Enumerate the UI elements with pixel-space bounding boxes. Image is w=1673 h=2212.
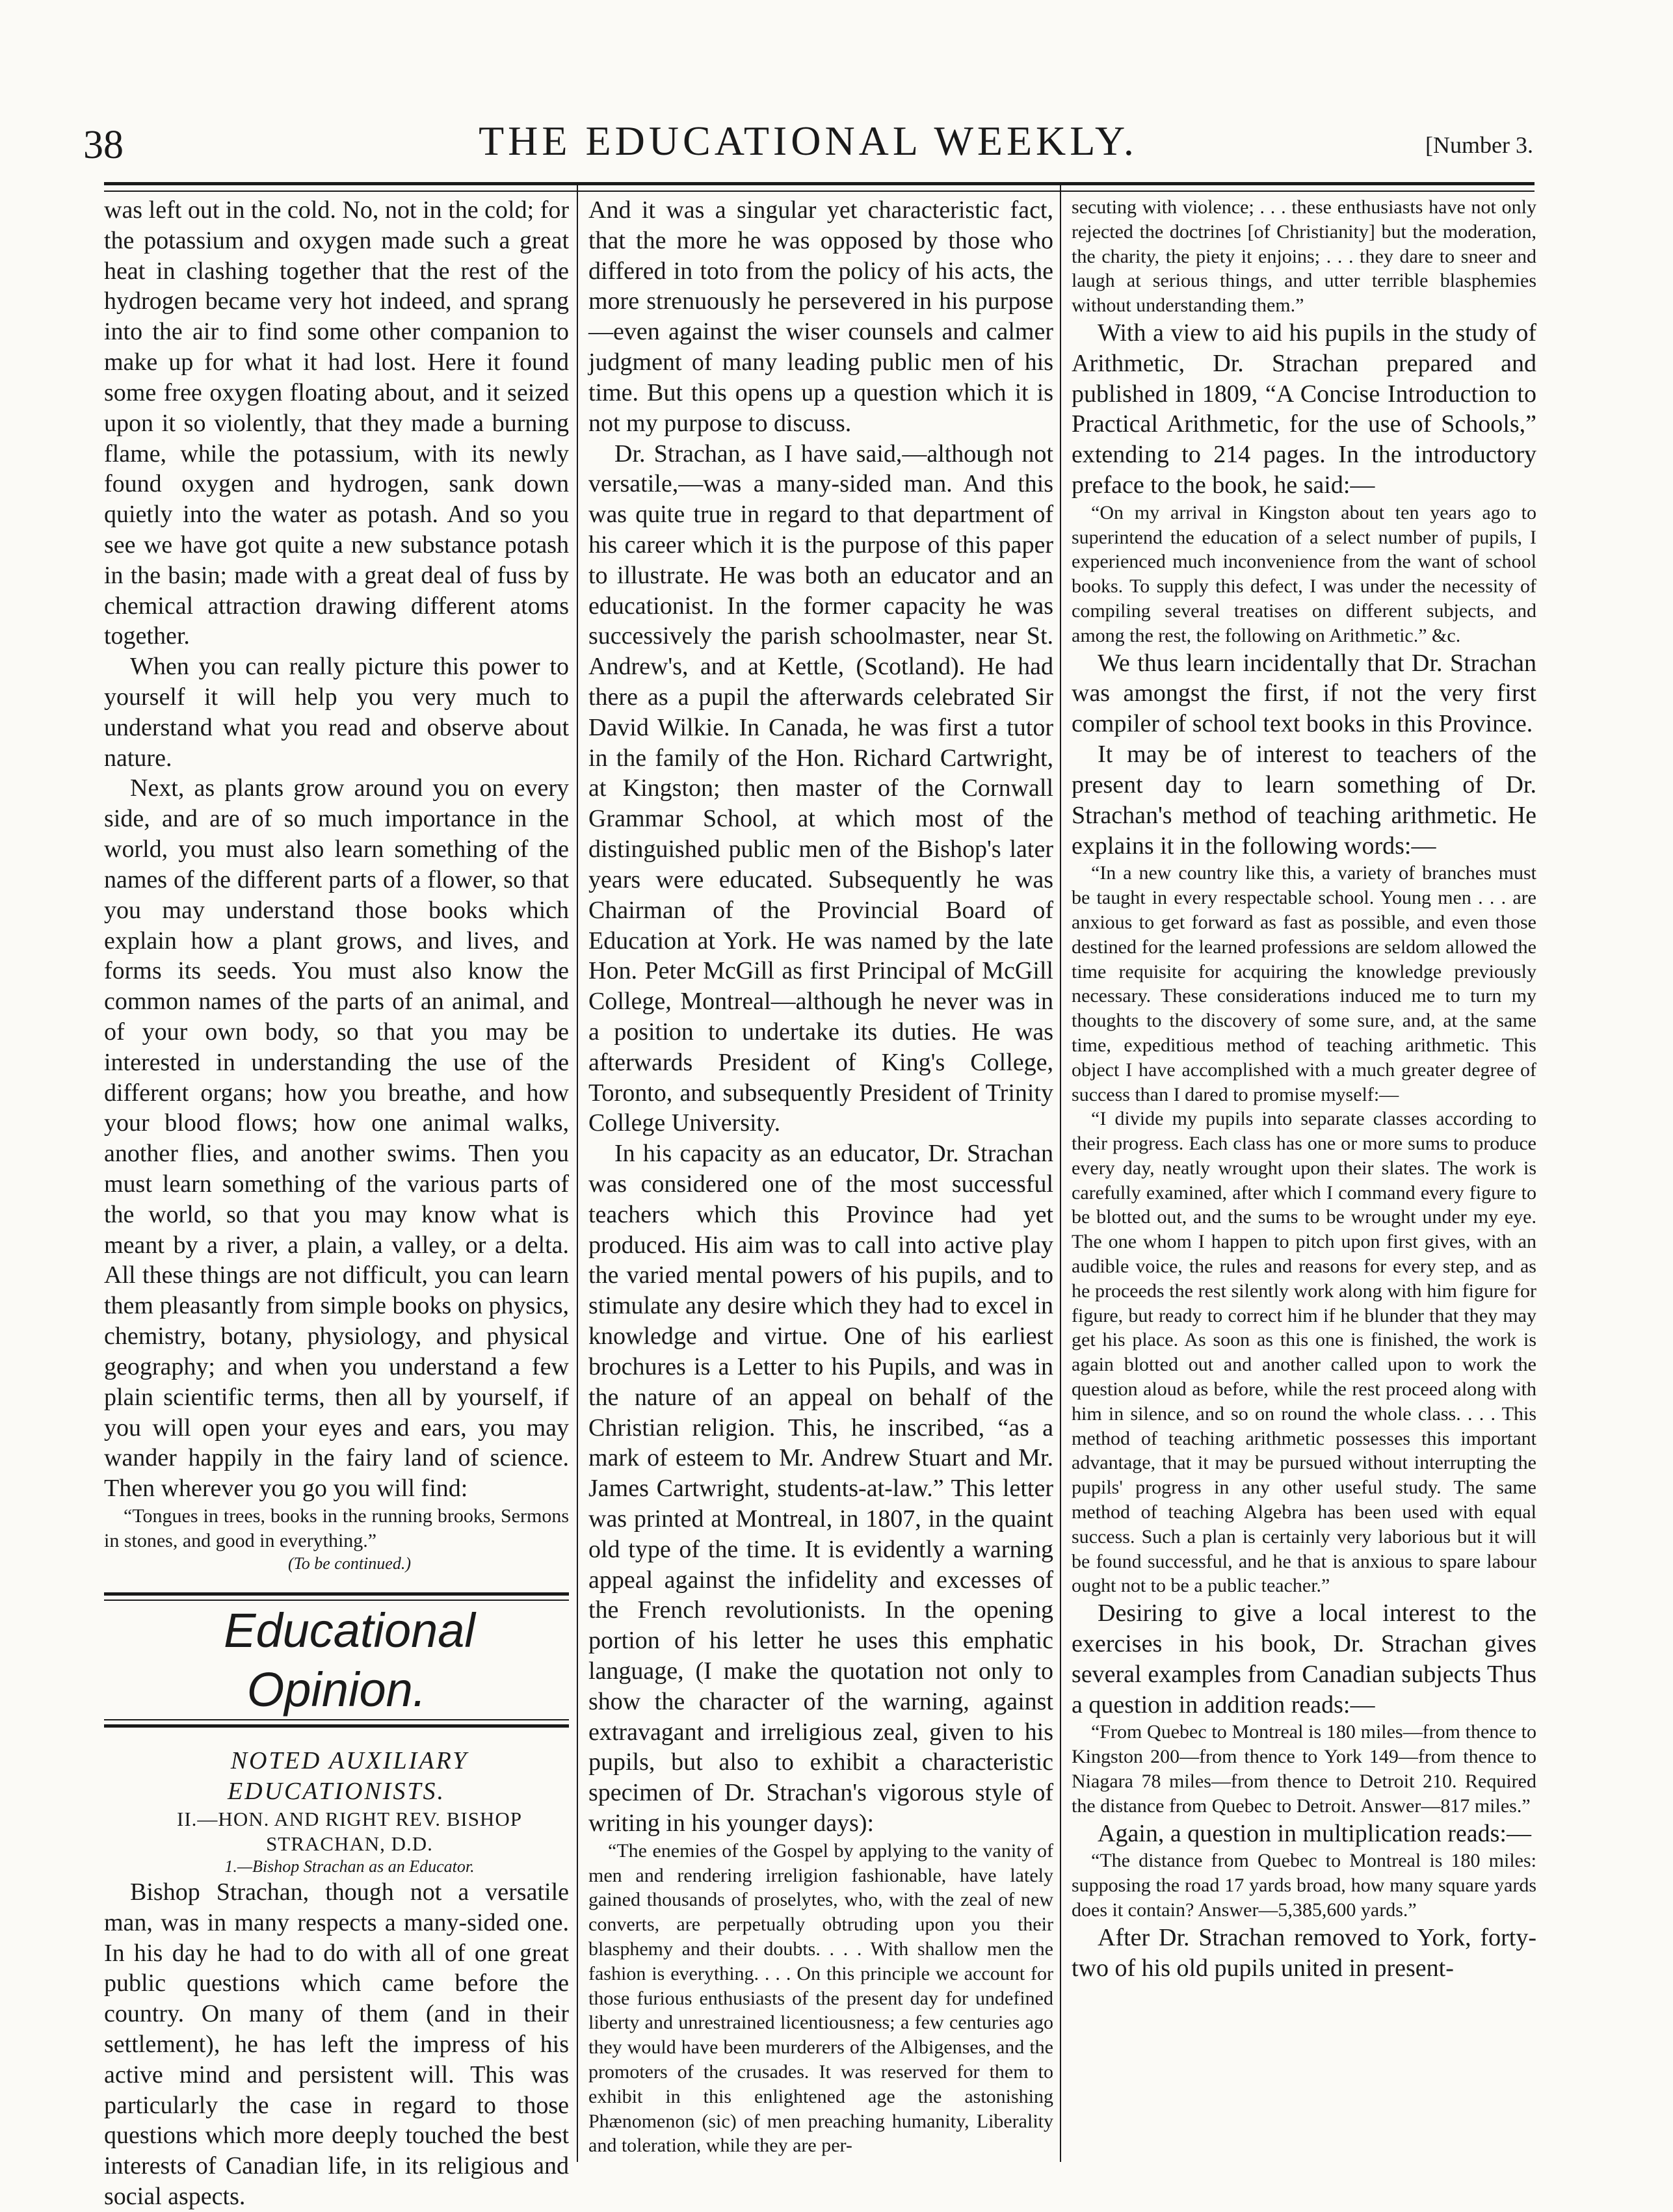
column-3	[1072, 195, 1536, 1984]
paragraph: And it was a singular yet characteristic fact, that the more he was opposed by those who differed in toto from the policy of his acts, the more strenuously he persevered in his purpose—even against the wiser counsels and calmer judgment of many leading public men of his time. But this opens up a question which it is not my purpose to discuss.	[588, 196, 1053, 437]
article-subtitle: II.—HON. AND RIGHT REV. BISHOP	[177, 1807, 522, 1830]
continued-note: (To be continued.)	[288, 1553, 411, 1573]
paragraph: Dr. Strachan, as I have said,—although not versatile,—was a many-sided man. And this was quite true in regard to that department of his career which it is the purpose of this paper to illustrate. He was both an educator and an educationist. In the former capacity he was successively the parish schoolmaster, near St. Andrew's, and at Kettle, (Scotland). He had there as a pupil the afterwards celebrated Sir David Wilkie. In Canada, he was first a tutor in the family of the Hon. Richard Cartwright, at Kingston; then master of the Cornwall Grammar School, at which most of the distinguished public men of the Bishop's later years were educated. Subsequently he was Chairman of the Provincial Board of Education at York. He was named by the late Hon. Peter McGill as first Principal of McGill College, Montreal—although he never was in a position to undertake its duties. He was afterwards President of King's College, Toronto, and subsequently President of Trinity College University.	[588, 440, 1053, 1137]
page-number: 38	[83, 123, 124, 167]
paragraph: Desiring to give a local interest to the exercises in his book, Dr. Strachan gives several examples from Canadian subjects Thus a question in addition reads:—	[1072, 1600, 1536, 1718]
block-quote: “The distance from Quebec to Montreal is 180 miles: supposing the road 17 yards broad, how many square yards does it contain? Answer—5,385,600 yards.”	[1072, 1850, 1536, 1921]
block-quote: “I divide my pupils into separate classes according to their progress. Each class has one or more sums to produce every day, neatly wrought upon their slates. The work is carefully examined, after which I command every figure to be blotted out, and the sums to be wrought under my eye. The one whom I happen to pitch upon first gives, with an audible voice, the rules and reasons for every step, and as he proceeds the rest silently work along with him figure for figure, but ready to correct him if he blunder that they may get his place. As soon as this one is finished, the work is again blotted out and another called upon to work the question aloud as before, while the rest proceed along with him in silence, and so on round the whole class. . . . This method of teaching arithmetic possesses this important advantage, that it may be pursued without interrupting the pupils' progress in any other useful study. The same method of teaching Algebra has been used with equal success. Such a plan is certainly very laborious but it will be found successful, and he that is anxious to spare labour ought not to be a public teacher.”	[1072, 1108, 1536, 1597]
article-subtitle: STRACHAN, D.D.	[266, 1832, 433, 1855]
column-1	[104, 195, 569, 2212]
section-rule	[104, 1719, 569, 1728]
paragraph: When you can really picture this power to yourself it will help you very much to understand what you read and observe about nature.	[104, 653, 569, 772]
block-quote: “From Quebec to Montreal is 180 miles—from thence to Kingston 200—from thence to York 149—from thence to Niagara 78 miles—from thence to Detroit 210. Required the distance from Quebec to Detroit. Answer—817 miles.”	[1072, 1721, 1536, 1817]
paragraph: It may be of interest to teachers of the present day to learn something of Dr. Strachan's method of teaching arithmetic. He explains it in the following words:—	[1072, 741, 1536, 860]
paragraph: was left out in the cold. No, not in the cold; for the potassium and oxygen made such a great heat in clashing together that the rest of the hydrogen became very hot indeed, and sprang into the air to find some other companion to make up for what it had lost. Here it found some free oxygen floating about, and it seized upon it so violently, that they made a burning flame, while the potassium, with its newly found oxygen and hydrogen, sank down quietly into the water as potash. And so you see we have got quite a new substance potash in the basin; made with a great deal of fuss by chemical attraction drawing different atoms together.	[104, 196, 569, 650]
journal-title: THE EDUCATIONAL WEEKLY.	[479, 118, 1138, 164]
paragraph: After Dr. Strachan removed to York, forty-two of his old pupils united in present-	[1072, 1923, 1536, 1982]
paragraph: We thus learn incidentally that Dr. Strachan was amongst the first, if not the very first compiler of school text books in this Province.	[1072, 649, 1536, 738]
paragraph: In his capacity as an educator, Dr. Strachan was considered one of the most successful teachers which this Province had yet produced. His aim was to call into active play the varied mental powers of his pupils, and to stimulate any desire which they had to excel in knowledge and virtue. One of his earliest brochures is a Letter to his Pupils, and was in the nature of an appeal on behalf of the Christian religion. This, he inscribed, “as a mark of esteem to Mr. Andrew Stuart and Mr. James Cartwright, students-at-law.” This letter was printed at Montreal, in 1807, in the quaint old type of the time. It is evidently a warning appeal against the infidelity and excesses of the French revolutionists. In the opening portion of his letter he uses this emphatic language, (I make the quotation not only to show the character of the warning, against extravagant and irreligious zeal, given to his pupils, but also to exhibit a characteristic specimen of Dr. Strachan's vigorous style of writing in his younger days):	[588, 1140, 1053, 1837]
issue-number: [Number 3.	[1425, 132, 1533, 158]
block-quote: “The enemies of the Gospel by applying to the vanity of men and rendering irreligion fashionable, have lately gained thousands of proselytes, who, with the zeal of new converts, are perpetually obtruding upon you their blasphemy and their doubts. . . . With shallow men the fashion is everything. . . . On this principle we account for those furious enthusiasts of the present day for undefined liberty and unrestrained licentiousness; a few centuries ago they would have been murderers of the Albigenses, and the promoters of the crusades. It was reserved for them to exhibit in this enlightened age the astonishing Phænomenon (sic) of men preaching humanity, Liberality and toleration, while they are per-	[588, 1839, 1053, 2157]
paragraph: Bishop Strachan, though not a versatile man, was in many respects a many-sided one. In his day he had to do with all of one great public questions which came before the country. On many of them (and in their settlement), he has left the impress of his active mind and persistent will. This was particularly the case in regard to those questions which more deeply touched the best interests of Canadian life, in its religious and social aspects.	[104, 1878, 569, 2211]
paragraph: With a view to aid his pupils in the study of Arithmetic, Dr. Strachan prepared and published in 1809, “A Concise Introduction to Practical Arithmetic, for the use of Schools,” extending to 214 pages. In the introductory preface to the book, he said:—	[1072, 319, 1536, 499]
article-subsection: 1.—Bishop Strachan as an Educator.	[224, 1856, 475, 1876]
paragraph: Again, a question in multiplication reads:—	[1098, 1819, 1531, 1847]
article-title: NOTED AUXILIARY EDUCATIONISTS.	[227, 1746, 469, 1805]
header-rule-thin	[104, 191, 1535, 192]
column-divider	[577, 185, 578, 2162]
page-header	[83, 117, 1533, 176]
header-rule	[104, 182, 1535, 185]
block-quote: “On my arrival in Kingston about ten years ago to superintend the education of a select number of pupils, I experienced much inconvenience from the want of school books. To supply this defect, I was under the necessity of compiling several treatises on different subjects, and among the rest, the following on Arithmetic.” &c.	[1072, 501, 1536, 646]
block-quote: secuting with violence; . . . these enthusiasts have not only rejected the doctrines [of Christianity] but the moderation, the charity, the piety it enjoins; . . . they dare to sneer and laugh at serious things, and utter terrible blasphemies without understanding them.”	[1072, 196, 1536, 317]
block-quote: “Tongues in trees, books in the running brooks, Sermons in stones, and good in everything.”	[104, 1505, 569, 1551]
column-2	[588, 195, 1053, 2158]
section-rule	[104, 1592, 569, 1601]
column-divider	[1060, 185, 1061, 2162]
section-heading: Educational Opinion.	[224, 1603, 475, 1717]
block-quote: “In a new country like this, a variety of branches must be taught in every respectable school. Young men . . . are anxious to get forward as fast as possible, and even those destined for the learned professions are seldom allowed the time requisite for acquiring the knowledge previously necessary. These considerations induced me to turn my thoughts to the discovery of some sure, and, at the same time, expeditious method of teaching arithmetic. This object I have accomplished with a much greater degree of success than I dared to promise myself:—	[1072, 862, 1536, 1105]
paragraph: Next, as plants grow around you on every side, and are of so much importance in the world, you must also learn something of the names of the different parts of a flower, so that you may understand those books which explain how a plant grows, and lives, and forms its seeds. You must also know the common names of the parts of an animal, and of your own body, so that you may be interested in understanding the use of the different organs; how you breathe, and how your blood flows; how one animal walks, another flies, and another swims. Then you must learn something of the various parts of the world, so that you may know what is meant by a river, a plain, a valley, or a delta. All these things are not difficult, you can learn them pleasantly from simple books on physics, chemistry, botany, physiology, and physical geography; and when you understand a few plain scientific terms, then all by yourself, if you will open your eyes and ears, you may wander happily in the fairy land of science. Then wherever you go you will find:	[104, 774, 569, 1503]
